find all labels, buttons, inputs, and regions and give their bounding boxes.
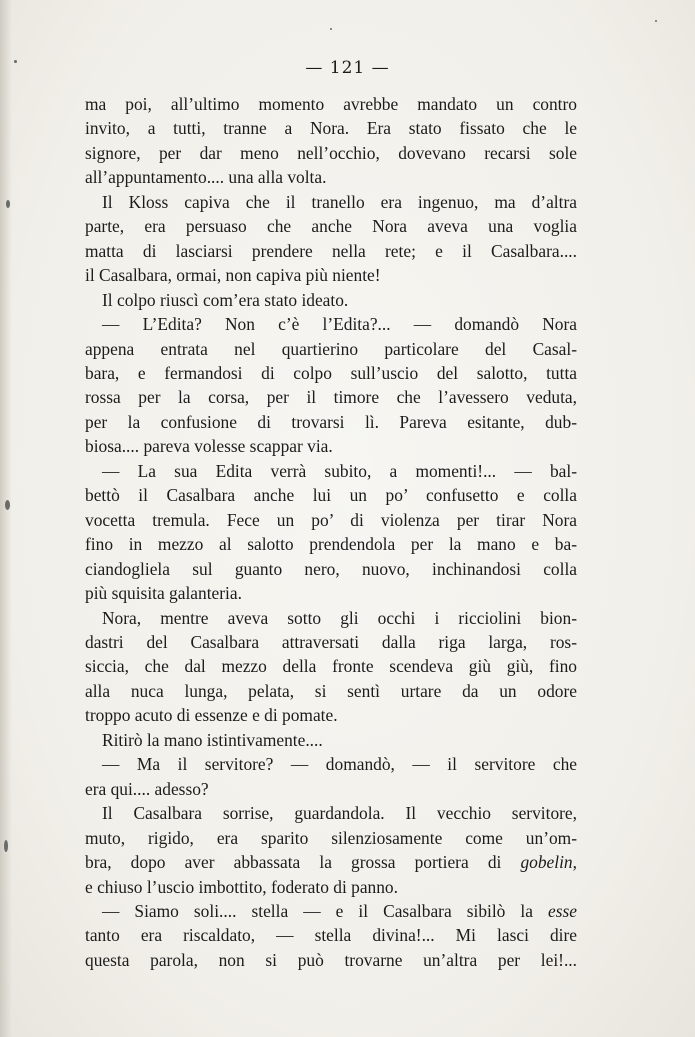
text-line: Il colpo riuscì com’era stato ideato. [102,289,349,310]
text-line: all’appuntamento.... una alla volta. [85,167,327,188]
text-line: il Casalbara, ormai, non capiva più niente! [85,265,381,286]
text-line: invito, a tutti, tranne a Nora. Era stato fissato che le [85,118,577,139]
text-line: Ritirò la mano istintivamente.... [102,729,323,750]
text-line: ciandogliela sul guanto nero, nuovo, inchinandosi colla [85,558,577,579]
text-line: dastri del Casalbara attraversati dalla riga larga, ros- [85,631,577,652]
text-line: Il Casalbara sorrise, guardandola. Il vecchio servitore, [102,803,577,824]
text-line: Nora, mentre aveva sotto gli occhi i ricciolini bion- [102,607,577,628]
text-line: questa parola, non si può trovarne un’altra per lei!... [85,949,577,970]
text-line: signore, per dar meno nell’occhio, dovevano recarsi sole [85,142,577,163]
text-line: più squisita galanteria. [85,583,242,604]
text-line: rossa per la corsa, per il timore che l’avessero veduta, [85,387,577,408]
text-line: bra, dopo aver abbassata la grossa portiera di gobelin, [85,852,577,873]
text-line: — Siamo soli.... stella — e il Casalbara sibilò la esse [102,900,577,921]
ink-speck [6,200,10,208]
text-line: era qui.... adesso? [85,778,209,799]
text-line: bara, e fermandosi di colpo sull’uscio del salotto, tutta [85,362,577,383]
text-line: — L’Edita? Non c’è l’Edita?... — domandò Nora [102,314,577,335]
ink-speck [5,500,10,510]
text-line: e chiuso l’uscio imbottito, foderato di panno. [85,876,398,897]
text-line: vocetta tremula. Fece un po’ di violenza per tirar Nora [85,509,577,530]
ink-speck [655,20,657,22]
text-line: troppo acuto di essenze e di pomate. [85,705,338,726]
page-edge-shadow [0,0,12,1037]
text-line: biosa.... pareva volesse scappar via. [85,436,333,457]
text-line: fino in mezzo al salotto prendendola per la mano e ba- [85,534,577,555]
text-line: matta di lasciarsi prendere nella rete; e il Casalbara.... [85,240,577,261]
ink-speck [4,840,8,852]
text-line: — Ma il servitore? — domandò, — il servitore che [102,754,577,775]
text-line: Il Kloss capiva che il tranello era ingenuo, ma d’altra [102,191,577,212]
text-line: siccia, che dal mezzo della fronte scendeva giù giù, fino [85,656,577,677]
text-line: per la confusione di trovarsi lì. Pareva esitante, dub- [85,411,577,432]
text-line: appena entrata nel quartierino particolare del Casal- [85,338,577,359]
text-line: alla nuca lunga, pelata, si sentì urtare da un odore [85,680,577,701]
text-line: tanto era riscaldato, — stella divina!... Mi lasci dire [85,925,577,946]
text-line: parte, era persuaso che anche Nora aveva una voglia [85,216,577,237]
text-line: bettò il Casalbara anche lui un po’ confusetto e colla [85,485,577,506]
text-line: — La sua Edita verrà subito, a momenti!... — bal- [102,460,577,481]
text-line: ma poi, all’ultimo momento avrebbe mandato un contro [85,94,577,114]
text-line: muto, rigido, era sparito silenziosamente come un’om- [85,827,577,848]
body-text [85,92,577,972]
page-number: — 121 — [305,58,390,78]
ink-speck [330,28,332,30]
